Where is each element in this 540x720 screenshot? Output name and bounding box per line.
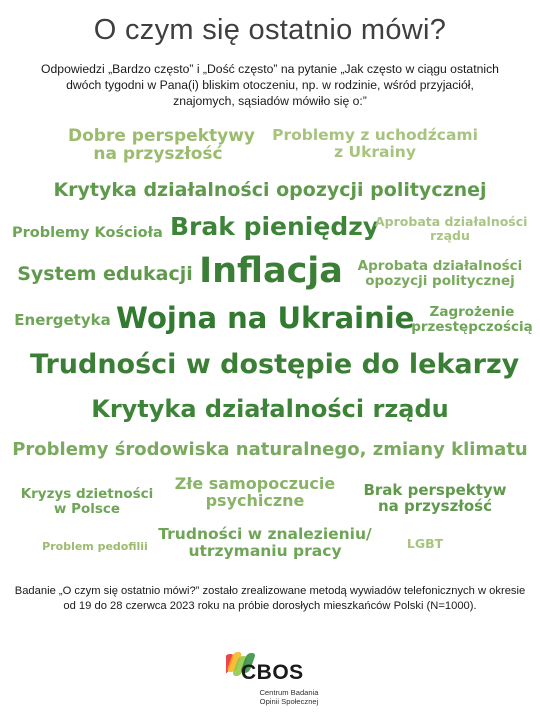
word-zle-samopoczucie: Złe samopoczucie psychiczne [174, 474, 336, 511]
word-aprobata-opozycji: Aprobata działalności opozycji politycznej [357, 258, 523, 289]
word-brak-perspektyw: Brak perspektyw na przyszłość [363, 481, 507, 516]
question-text: Odpowiedzi „Bardzo często” i „Dość często” na pytanie „Jak często w ciągu ostatnich dwóch tygodni w Pana(i) bliskim otoczeniu, np. w rodzinie, wśród przyjaciół, znajomych, sąsiadów mówiło się o:” [41, 62, 499, 108]
word-kryzys-dzietnosci: Kryzys dzietności w Polsce [20, 486, 154, 517]
word-dobre-perspektywy: Dobre perspektywy na przyszłość [68, 126, 255, 165]
word-wojna-na-ukrainie: Wojna na Ukrainie [116, 301, 415, 335]
page-title: O czym się ostatnio mówi? [93, 14, 447, 46]
logo-subtitle: Centrum Badania Opinii Społecznej [259, 688, 319, 706]
survey-note: Badanie „O czym się ostatnio mówi?” zostało zrealizowane metodą wywiadów telefonicznych w okresie od 19 do 28 czerwca 2023 roku na próbie dorosłych mieszkańców Polski (N=1000). [14, 585, 526, 612]
word-aprobata-rzadu: Aprobata działalności rządu [375, 214, 528, 243]
word-lgbt: LGBT [406, 536, 444, 551]
word-trudnosci-lekarzy: Trudności w dostępie do lekarzy [30, 349, 520, 380]
word-inflacja: Inflacja [199, 251, 343, 291]
word-problem-pedofilii: Problem pedofilii [42, 540, 148, 553]
word-problemy-kosciola: Problemy Kościoła [12, 225, 163, 241]
word-krytyka-opozycji: Krytyka działalności opozycji politycznej [53, 179, 487, 201]
logo-name: CBOS [241, 661, 304, 684]
word-krytyka-rzadu: Krytyka działalności rządu [91, 395, 449, 423]
word-zagrozenie-przestepczoscia: Zagrożenie przestępczością [411, 304, 533, 335]
word-trudnosci-pracy: Trudności w znalezieniu/ utrzymaniu pracy [158, 525, 372, 560]
word-problemy-srodowiska: Problemy środowiska naturalnego, zmiany klimatu [12, 439, 528, 460]
word-brak-pieniedzy: Brak pieniędzy [170, 212, 380, 241]
word-problemy-uchodzcy: Problemy z uchodźcami z Ukrainy [272, 126, 478, 161]
word-system-edukacji: System edukacji [17, 263, 193, 285]
word-energetyka: Energetyka [14, 311, 111, 329]
